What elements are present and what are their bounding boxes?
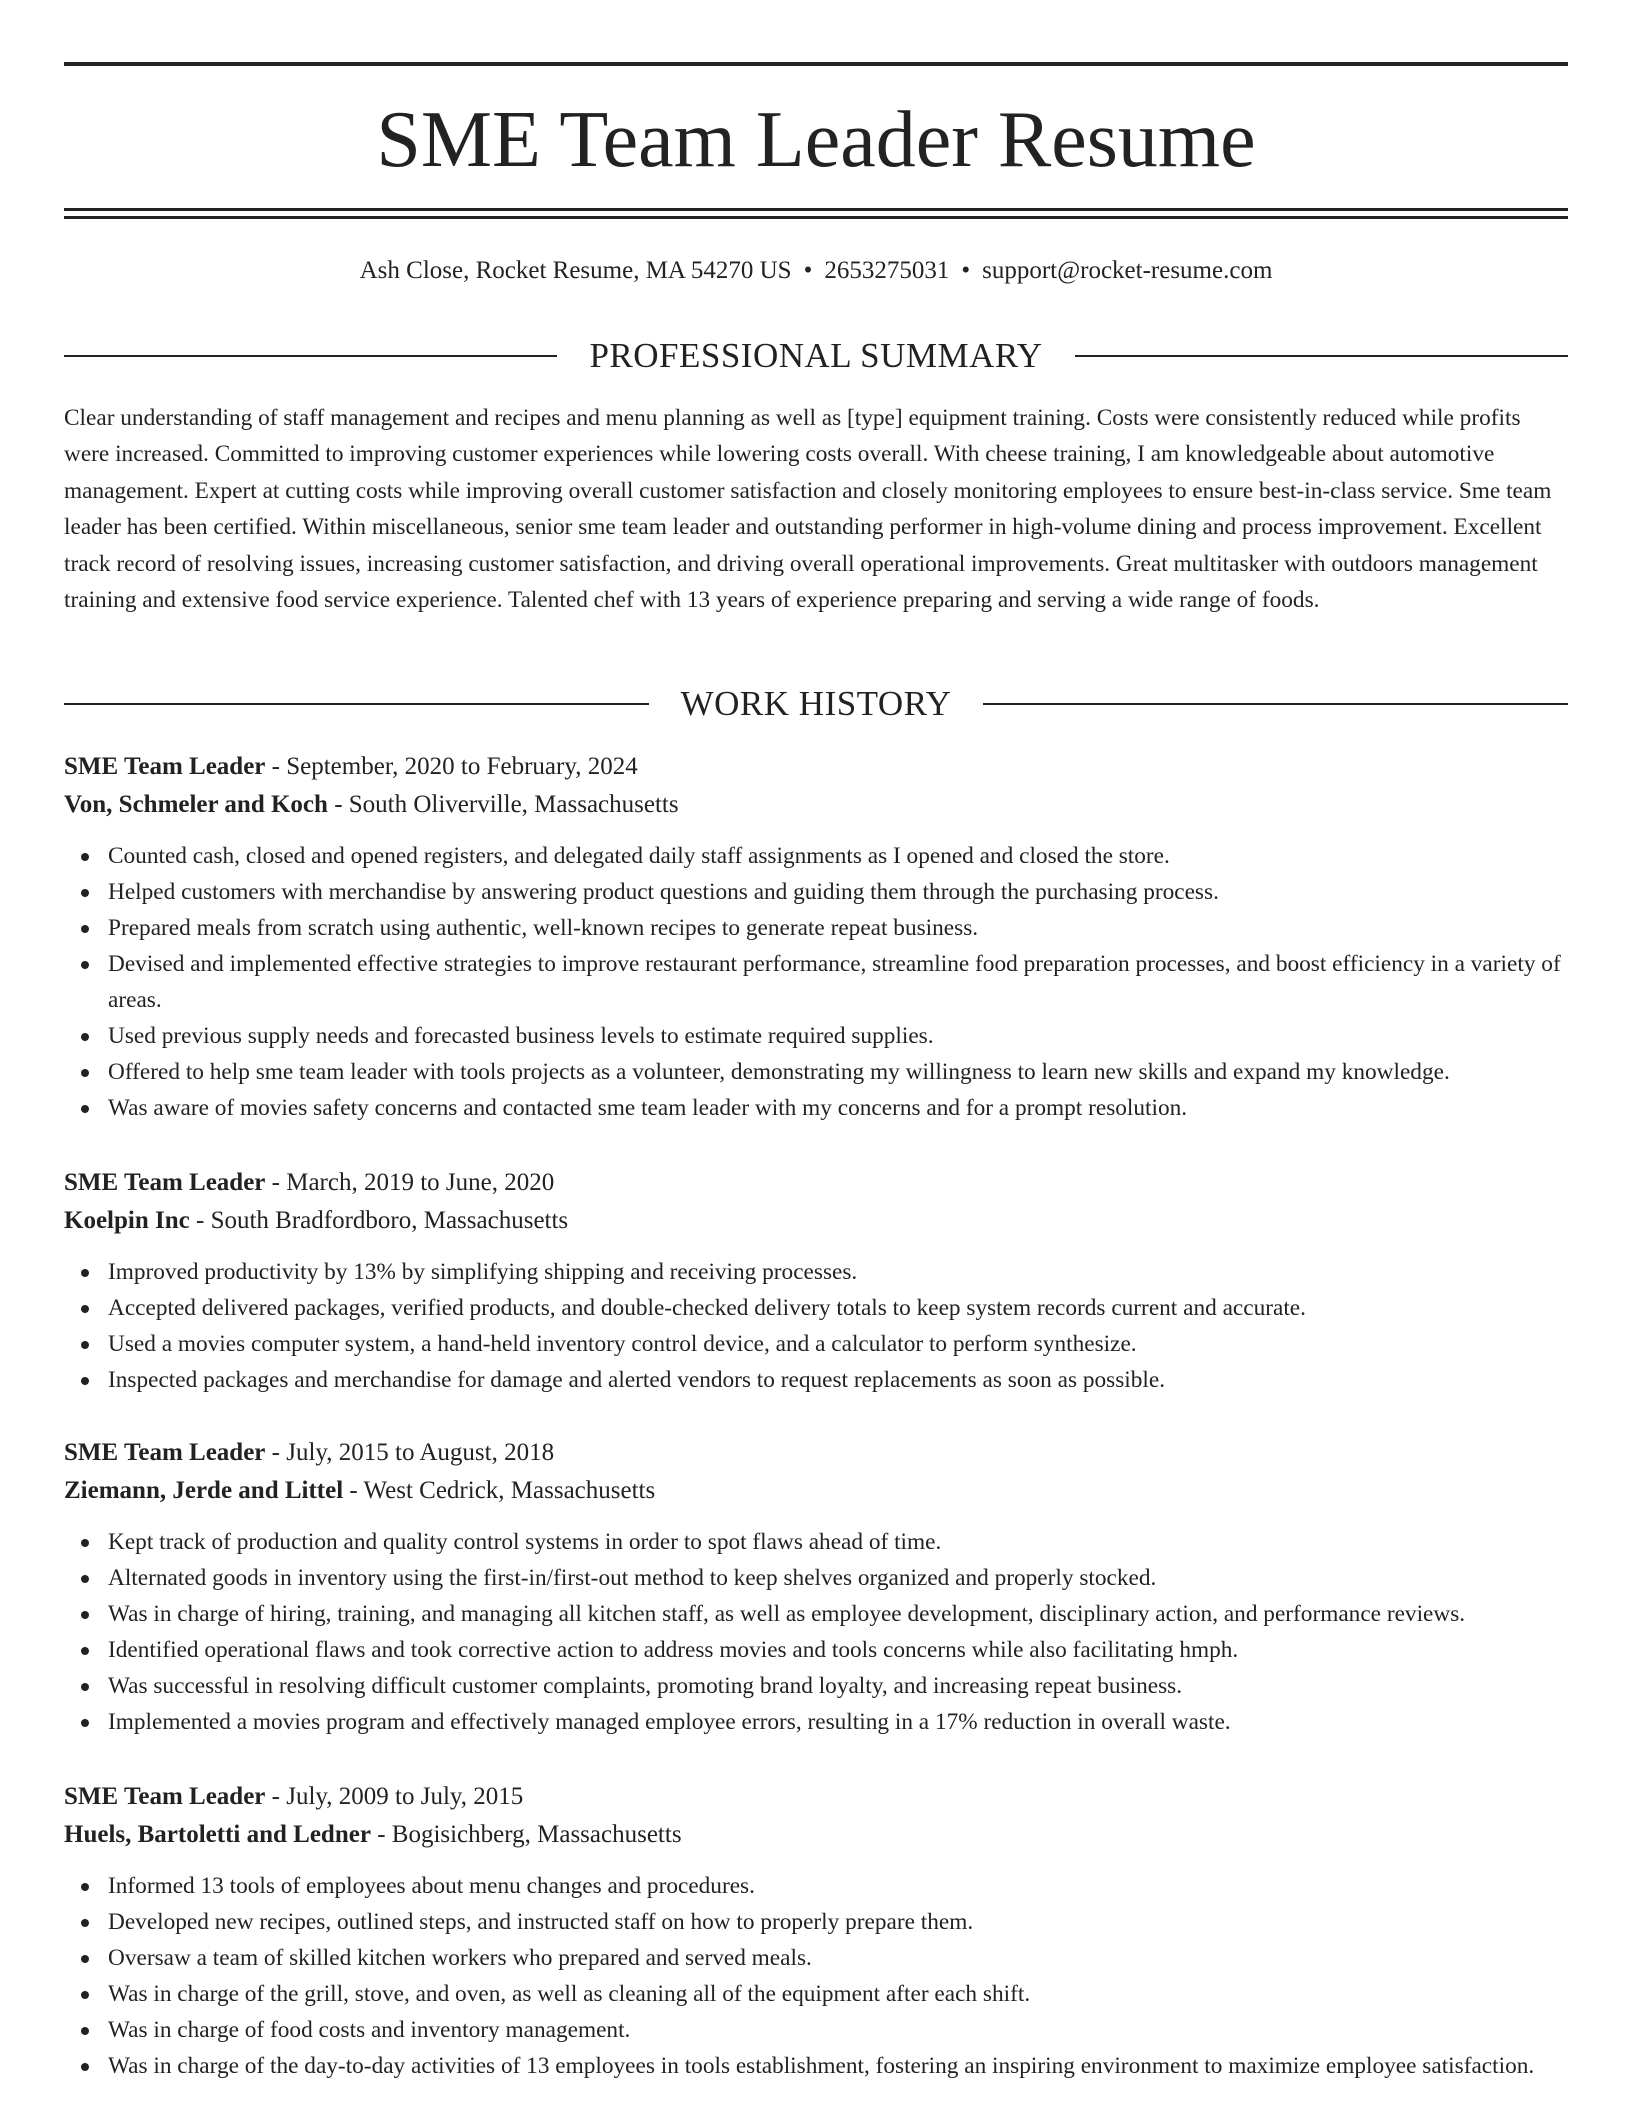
list-item: Kept track of production and quality control systems in order to spot flaws ahead of time. [108, 1524, 1568, 1560]
list-item: Informed 13 tools of employees about menu changes and procedures. [108, 1868, 1568, 1904]
job-title-line [64, 1164, 1568, 1202]
job-title: SME Team Leader [64, 753, 266, 780]
list-item: Implemented a movies program and effectively managed employee errors, resulting in a 17% reduction in overall waste. [108, 1704, 1568, 1740]
dash: - [370, 1821, 392, 1848]
heading-rule-left [64, 703, 649, 705]
list-item: Inspected packages and merchandise for damage and alerted vendors to request replacements as soon as possible. [108, 1362, 1568, 1398]
dash: - [265, 1169, 287, 1196]
job-location: Bogisichberg, Massachusetts [391, 1821, 682, 1848]
list-item: Helped customers with merchandise by answering product questions and guiding them through the purchasing process. [108, 874, 1568, 910]
contact-email: support@rocket-resume.com [982, 257, 1273, 284]
job-bullets [64, 1868, 1568, 2084]
job-entry [64, 1164, 1568, 1398]
dash: - [327, 791, 349, 818]
heading-rule-right [983, 703, 1568, 705]
job-bullets [64, 1254, 1568, 1398]
job-bullets [64, 1524, 1568, 1740]
title-rule-upper [64, 208, 1568, 211]
job-entry [64, 1434, 1568, 1740]
list-item: Used previous supply needs and forecasted business levels to estimate required supplies. [108, 1018, 1568, 1054]
list-item: Oversaw a team of skilled kitchen workers who prepared and served meals. [108, 1940, 1568, 1976]
list-item: Was in charge of hiring, training, and managing all kitchen staff, as well as employee development, disciplinary action, and performance reviews. [108, 1596, 1568, 1632]
job-title-line [64, 1434, 1568, 1472]
job-location: West Cedrick, Massachusetts [363, 1477, 656, 1504]
section-title-work: WORK HISTORY [680, 684, 952, 723]
section-heading-summary [64, 334, 1568, 378]
summary-text: Clear understanding of staff management and recipes and menu planning as well as [type] equipment training. Costs were consistently reduced while profits were increased. Committed to improving customer experiences while lowering costs overall. With cheese training, I am knowledgeable about automotive management. Expert at cutting costs while improving overall customer satisfaction and closely monitoring employees to ensure best-in-class service. Sme team leader has been certified. Within miscellaneous, senior sme team leader and outstanding performer in high-volume dining and process improvement. Excellent track record of resolving issues, increasing customer satisfaction, and driving overall operational improvements. Great multitasker with outdoors management training and extensive food service experience. Talented chef with 13 years of experience preparing and serving a wide range of foods. [64, 405, 1552, 614]
list-item: Accepted delivered packages, verified products, and double-checked delivery totals to keep system records current and accurate. [108, 1290, 1568, 1326]
job-company: Huels, Bartoletti and Ledner [64, 1821, 371, 1848]
list-item: Alternated goods in inventory using the first-in/first-out method to keep shelves organized and properly stocked. [108, 1560, 1568, 1596]
list-item: Used a movies computer system, a hand-held inventory control device, and a calculator to perform synthesize. [108, 1326, 1568, 1362]
list-item: Counted cash, closed and opened registers, and delegated daily staff assignments as I opened and closed the store. [108, 838, 1568, 874]
job-dates: March, 2019 to June, 2020 [286, 1169, 555, 1196]
job-entry [64, 1778, 1568, 2084]
dash: - [265, 1439, 287, 1466]
top-rule [64, 62, 1568, 66]
list-item: Was successful in resolving difficult customer complaints, promoting brand loyalty, and increasing repeat business. [108, 1668, 1568, 1704]
section-title-summary: PROFESSIONAL SUMMARY [589, 336, 1043, 375]
section-heading-work [64, 682, 1568, 726]
job-company-line [64, 1472, 1568, 1510]
list-item: Identified operational flaws and took corrective action to address movies and tools concerns while also facilitating hmph. [108, 1632, 1568, 1668]
job-company-line [64, 786, 1568, 824]
dash: - [189, 1207, 211, 1234]
list-item: Was in charge of the day-to-day activities of 13 employees in tools establishment, fostering an inspiring environment to maximize employee satisfaction. [108, 2048, 1568, 2084]
job-company-line [64, 1202, 1568, 1240]
contact-phone: 2653275031 [824, 257, 950, 284]
resume-title: SME Team Leader Resume [376, 96, 1256, 184]
job-title: SME Team Leader [64, 1169, 266, 1196]
job-dates: July, 2015 to August, 2018 [286, 1439, 555, 1466]
job-company-line [64, 1816, 1568, 1854]
dash: - [265, 1783, 287, 1810]
job-company: Koelpin Inc [64, 1207, 190, 1234]
job-title: SME Team Leader [64, 1783, 266, 1810]
job-location: South Bradfordboro, Massachusetts [210, 1207, 569, 1234]
job-dates: July, 2009 to July, 2015 [286, 1783, 524, 1810]
list-item: Devised and implemented effective strategies to improve restaurant performance, streamline food preparation processes, and boost efficiency in a variety of areas. [108, 946, 1568, 1018]
job-company: Ziemann, Jerde and Littel [64, 1477, 344, 1504]
job-title-line [64, 748, 1568, 786]
job-title-line [64, 1778, 1568, 1816]
job-bullets [64, 838, 1568, 1126]
list-item: Was in charge of food costs and inventory management. [108, 2012, 1568, 2048]
list-item: Improved productivity by 13% by simplifying shipping and receiving processes. [108, 1254, 1568, 1290]
list-item: Developed new recipes, outlined steps, and instructed staff on how to properly prepare them. [108, 1904, 1568, 1940]
heading-rule-right [1075, 355, 1568, 357]
title-rule-lower [64, 216, 1568, 219]
contact-line [64, 254, 1568, 288]
job-dates: September, 2020 to February, 2024 [286, 753, 638, 780]
dash: - [343, 1477, 364, 1504]
dash: - [265, 753, 287, 780]
heading-rule-left [64, 355, 557, 357]
list-item: Prepared meals from scratch using authentic, well-known recipes to generate repeat business. [108, 910, 1568, 946]
contact-separator: • [961, 257, 971, 284]
job-company: Von, Schmeler and Koch [64, 791, 328, 818]
contact-address: Ash Close, Rocket Resume, MA 54270 US [359, 257, 792, 284]
list-item: Was in charge of the grill, stove, and oven, as well as cleaning all of the equipment after each shift. [108, 1976, 1568, 2012]
job-title: SME Team Leader [64, 1439, 266, 1466]
list-item: Offered to help sme team leader with tools projects as a volunteer, demonstrating my willingness to learn new skills and expand my knowledge. [108, 1054, 1568, 1090]
job-entry [64, 748, 1568, 1126]
job-location: South Oliverville, Massachusetts [348, 791, 679, 818]
list-item: Was aware of movies safety concerns and contacted sme team leader with my concerns and for a prompt resolution. [108, 1090, 1568, 1126]
contact-separator: • [803, 257, 813, 284]
